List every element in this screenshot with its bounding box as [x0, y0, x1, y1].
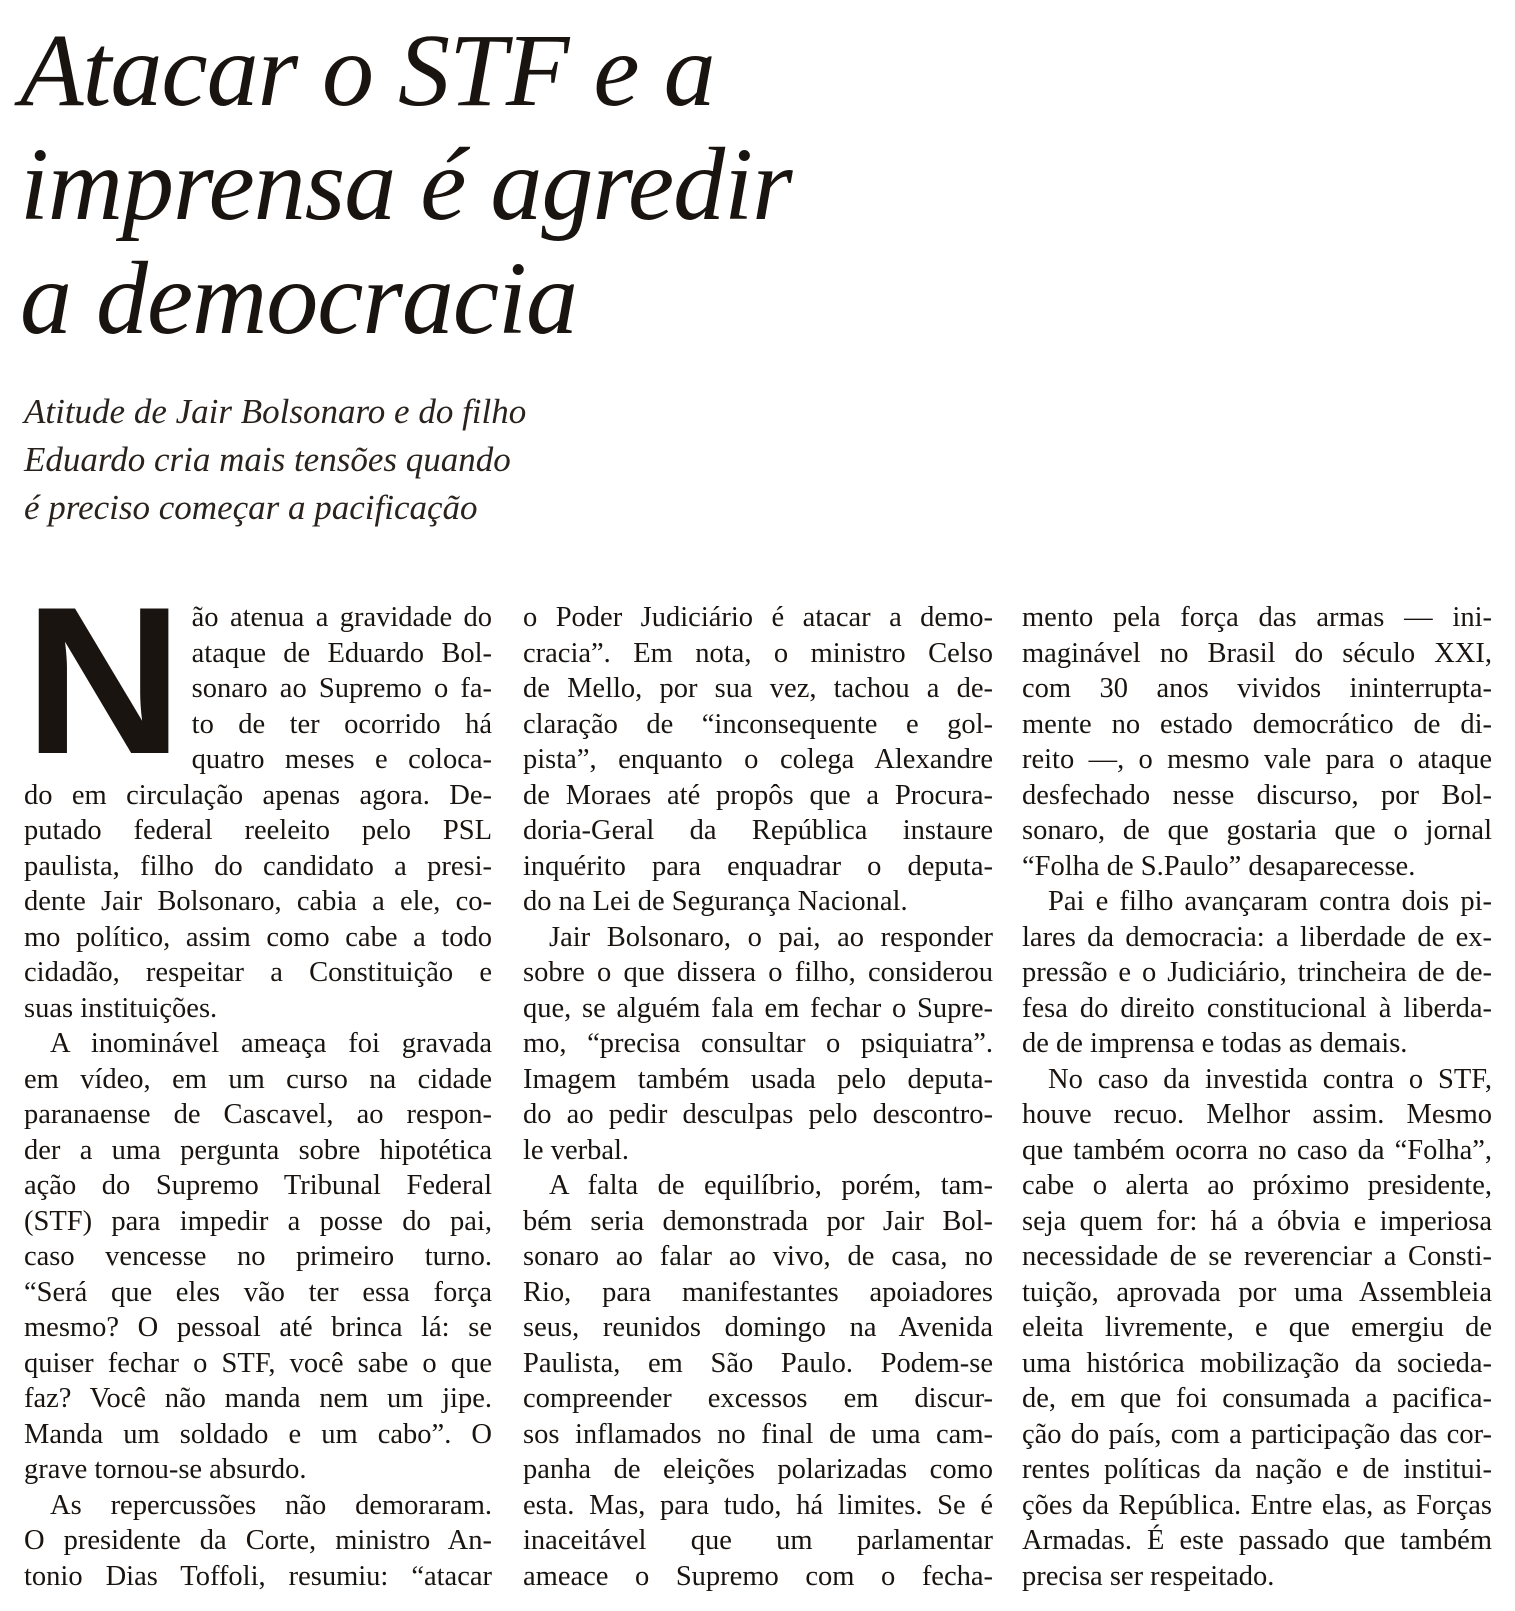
text-line: Rio, para manifestantes apoiadores [523, 1276, 993, 1308]
headline-line: imprensa é agredir [20, 127, 792, 242]
text-line: com 30 anos vividos ininterrupta- [1022, 673, 1492, 704]
article-column-2 [523, 600, 993, 1594]
text-line: ção do país, com a participação das cor- [1022, 1418, 1492, 1450]
text-line: “Será que eles vão ter essa força [24, 1276, 492, 1308]
text-line: ataque de Eduardo Bol- [191, 637, 492, 669]
text-line: der a uma pergunta sobre hipotética [24, 1134, 492, 1166]
text-line: ação do Supremo Tribunal Federal [24, 1170, 492, 1201]
text-line: Jair Bolsonaro, o pai, ao responder [549, 921, 993, 953]
text-line: cidadão, respeitar a Constituição e [24, 957, 492, 988]
text-line: de, em que foi consumada a pacifica- [1022, 1383, 1492, 1414]
text-line: de de imprensa e todas as demais. [1022, 1028, 1408, 1059]
text-line: fesa do direito constitucional à liberda- [1022, 992, 1492, 1024]
subheadline-line: é preciso começar a pacificação [24, 488, 478, 527]
text-line: do em circulação apenas agora. De- [24, 779, 492, 811]
text-line: to de ter ocorrido há [191, 708, 492, 740]
text-line: (STF) para impedir a posse do pai, [24, 1205, 492, 1237]
text-line: mento pela força das armas — ini- [1022, 602, 1492, 633]
text-line: precisa ser respeitado. [1022, 1560, 1275, 1592]
text-line: seus, reunidos domingo na Avenida [523, 1312, 993, 1343]
text-line: rentes políticas da nação e de institui- [1022, 1454, 1492, 1485]
text-line: necessidade de se reverenciar a Consti- [1022, 1241, 1492, 1272]
text-line: desfechado nesse discurso, por Bol- [1022, 779, 1492, 811]
text-line: quatro meses e coloca- [191, 744, 492, 775]
text-line: A inominável ameaça foi gravada [50, 1028, 492, 1059]
text-line: mente no estado democrático de di- [1022, 708, 1492, 740]
text-line: ameace o Supremo com o fecha- [523, 1560, 993, 1592]
subheadline-line: Eduardo cria mais tensões quando [24, 440, 511, 479]
text-line: doria-Geral da República instaure [523, 815, 993, 846]
text-line: em vídeo, em um curso na cidade [24, 1063, 492, 1095]
text-line: de Moraes até propôs que a Procura- [523, 779, 993, 811]
text-line: sos inflamados no final de uma cam- [523, 1418, 993, 1450]
text-line: Paulista, em São Paulo. Podem-se [523, 1347, 993, 1379]
text-line: uma histórica mobilização da socieda- [1022, 1347, 1492, 1379]
text-line: que, se alguém fala em fechar o Supre- [523, 992, 993, 1024]
text-line: sonaro, de que gostaria que o jornal [1022, 815, 1492, 846]
text-line: bém seria demonstrada por Jair Bol- [523, 1205, 993, 1237]
text-line: mo político, assim como cabe a todo [24, 921, 492, 953]
text-line: ão atenua a gravidade do [191, 602, 492, 633]
article-column-1 [24, 563, 492, 1594]
drop-cap: N [24, 563, 184, 798]
text-line: Manda um soldado e um cabo”. O [24, 1418, 492, 1450]
text-line: suas instituições. [24, 992, 218, 1024]
text-line: seja quem for: há a óbvia e imperiosa [1022, 1205, 1492, 1237]
text-line: lares da democracia: a liberdade de ex- [1022, 921, 1492, 953]
text-line: do na Lei de Segurança Nacional. [523, 886, 908, 917]
text-line: cracia”. Em nota, o ministro Celso [523, 637, 993, 669]
text-line: mo, “precisa consultar o psiquiatra”. [523, 1028, 993, 1059]
text-line: O presidente da Corte, ministro An- [24, 1525, 492, 1556]
text-line: Imagem também usada pelo deputa- [523, 1063, 993, 1095]
headline-line: a democracia [20, 241, 577, 356]
text-line: Pai e filho avançaram contra dois pi- [1048, 886, 1492, 917]
text-line: Armadas. É este passado que também [1022, 1525, 1492, 1556]
text-line: pista”, enquanto o colega Alexandre [523, 744, 993, 775]
text-line: reito —, o mesmo vale para o ataque [1022, 744, 1492, 775]
text-line: pressão e o Judiciário, trincheira de de- [1022, 957, 1492, 988]
text-line: ções da República. Entre elas, as Forças [1022, 1489, 1492, 1521]
text-line: sonaro ao Supremo o fa- [191, 673, 492, 704]
text-line: esta. Mas, para tudo, há limites. Se é [523, 1489, 993, 1521]
text-line: sonaro ao falar ao vivo, de casa, no [523, 1241, 993, 1272]
text-line: quiser fechar o STF, você sabe o que [24, 1347, 492, 1379]
text-line: paulista, filho do candidato a presi- [24, 850, 492, 882]
text-line: compreender excessos em discur- [523, 1383, 993, 1414]
text-line: paranaense de Cascavel, ao respon- [24, 1099, 492, 1130]
text-line: mesmo? O pessoal até brinca lá: se [24, 1312, 492, 1343]
text-line: A falta de equilíbrio, porém, tam- [549, 1170, 993, 1201]
text-line: faz? Você não manda nem um jipe. [24, 1383, 492, 1414]
text-line: inquérito para enquadrar o deputa- [523, 850, 993, 882]
text-line: sobre o que dissera o filho, considerou [523, 957, 993, 988]
text-line: le verbal. [523, 1134, 630, 1166]
article-column-3 [1022, 600, 1492, 1594]
subheadline [24, 388, 644, 532]
text-line: panha de eleições polarizadas como [523, 1454, 993, 1485]
text-line: do ao pedir desculpas pelo descontro- [523, 1099, 993, 1130]
text-line: houve recuo. Melhor assim. Mesmo [1022, 1099, 1492, 1130]
text-line: As repercussões não demoraram. [50, 1489, 492, 1521]
text-line: o Poder Judiciário é atacar a demo- [523, 602, 993, 633]
text-line: tonio Dias Toffoli, resumiu: “atacar [24, 1560, 492, 1592]
text-line: caso vencesse no primeiro turno. [24, 1241, 492, 1272]
text-line: que também ocorra no caso da “Folha”, [1022, 1134, 1492, 1166]
text-line: “Folha de S.Paulo” desaparecesse. [1022, 850, 1416, 882]
text-line: eleita livremente, e que emergiu de [1022, 1312, 1492, 1343]
text-line: No caso da investida contra o STF, [1048, 1063, 1492, 1095]
text-line: inaceitável que um parlamentar [523, 1525, 993, 1556]
text-line: de Mello, por sua vez, tachou a de- [523, 673, 993, 704]
text-line: claração de “inconsequente e gol- [523, 708, 993, 740]
text-line: dente Jair Bolsonaro, cabia a ele, co- [24, 886, 492, 917]
text-line: cabe o alerta ao próximo presidente, [1022, 1170, 1492, 1201]
subheadline-line: Atitude de Jair Bolsonaro e do filho [24, 392, 527, 431]
headline [20, 14, 920, 356]
text-line: grave tornou-se absurdo. [24, 1454, 307, 1485]
text-line: putado federal reeleito pelo PSL [24, 815, 492, 846]
text-line: maginável no Brasil do século XXI, [1022, 637, 1492, 669]
text-line: tuição, aprovada por uma Assembleia [1022, 1276, 1492, 1308]
headline-line: Atacar o STF e a [20, 13, 715, 128]
